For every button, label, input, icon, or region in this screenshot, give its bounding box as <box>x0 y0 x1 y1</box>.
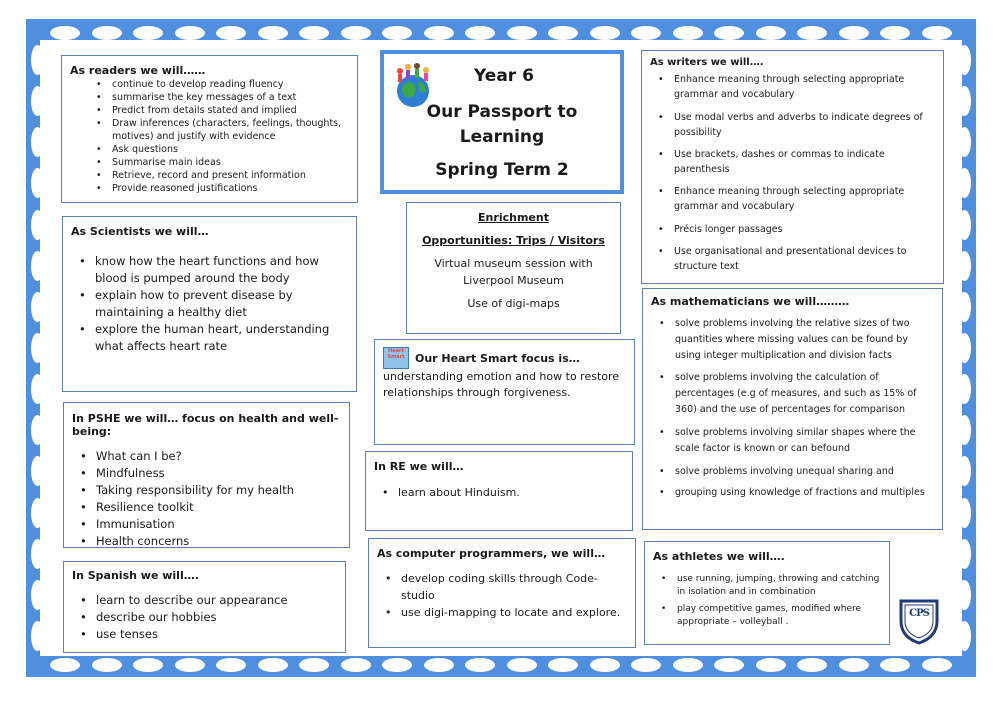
list-item: • Provide reasoned justifications <box>88 182 349 195</box>
maths-title: As mathematicians we will……… <box>651 295 850 308</box>
list-item: • solve problems involving the relative sizes of two quantities where missing values can be found by using integer multiplication and division facts <box>651 316 934 364</box>
maths-panel <box>642 288 943 530</box>
athletes-title: As athletes we will…. <box>653 550 785 563</box>
heart-smart-text: understanding emotion and how to restore relationships through forgiveness. <box>383 370 620 399</box>
list-item: • Health concerns <box>72 533 341 550</box>
term-label: Spring Term 2 <box>435 160 569 180</box>
heart-smart-panel <box>374 339 635 445</box>
scientists-title: As Scientists we will… <box>71 225 209 238</box>
maths-list <box>651 316 934 501</box>
list-item: • learn to describe our appearance <box>72 592 337 609</box>
heart-smart-logo-icon: Heart Smart <box>383 347 409 369</box>
scientists-panel <box>62 216 357 392</box>
list-item: • Taking responsibility for my health <box>72 482 341 499</box>
writers-list <box>650 72 935 274</box>
spanish-title: In Spanish we will…. <box>72 569 199 582</box>
list-item: • Use modal verbs and adverbs to indicate degrees of possibility <box>650 110 935 140</box>
computing-list <box>377 570 627 621</box>
list-item: • Use organisational and presentational devices to structure text <box>650 244 935 274</box>
writers-title: As writers we will…. <box>650 57 764 68</box>
list-item: • use digi-mapping to locate and explore. <box>377 604 627 621</box>
pshe-list <box>72 448 341 550</box>
computing-panel <box>368 538 636 648</box>
readers-list <box>88 78 349 195</box>
list-item: • Use brackets, dashes or commas to indicate parenthesis <box>650 147 935 177</box>
list-item: • Draw inferences (characters, feelings, thoughts, motives) and justify with evidence <box>88 117 349 143</box>
list-item: • describe our hobbies <box>72 609 337 626</box>
list-item: • use tenses <box>72 626 337 643</box>
list-item: • solve problems involving unequal sharing and <box>651 464 934 480</box>
list-item: • continue to develop reading fluency <box>88 78 349 91</box>
list-item: • grouping using knowledge of fractions and multiples <box>651 485 934 501</box>
list-item: • develop coding skills through Code-studio <box>377 570 627 604</box>
list-item: • learn about Hinduism. <box>374 485 624 501</box>
list-item: • Retrieve, record and present information <box>88 169 349 182</box>
heart-smart-title: Our Heart Smart focus is… <box>415 352 580 365</box>
readers-title: As readers we will…… <box>70 64 206 77</box>
list-item: • Mindfulness <box>72 465 341 482</box>
pshe-title: In PSHE we will… focus on health and well-being: <box>72 412 339 438</box>
school-crest-icon <box>898 597 940 645</box>
passport-line-2: Learning <box>459 127 545 147</box>
heart-smart-header <box>383 347 626 369</box>
list-item: • Précis longer passages <box>650 222 935 237</box>
crest-letters: CPS <box>909 608 929 619</box>
computing-title: As computer programmers, we will… <box>377 547 605 560</box>
list-item: • use running, jumping, throwing and catching in isolation and in combination <box>653 573 881 599</box>
passport-title-panel <box>380 50 624 194</box>
passport-heading <box>384 100 620 150</box>
writers-panel <box>641 50 944 284</box>
frame-dots-bottom <box>50 658 952 672</box>
list-item: • Immunisation <box>72 516 341 533</box>
passport-line-1: Our Passport to <box>426 102 578 122</box>
list-item: • Resilience toolkit <box>72 499 341 516</box>
list-item: • solve problems involving the calculation of percentages (e.g of measures, and such as 15% of 360) and the use of percentages for comparison <box>651 370 934 418</box>
list-item: • Predict from details stated and implied <box>88 104 349 117</box>
enrichment-line-2: Use of digi-maps <box>467 297 560 310</box>
list-item: • play competitive games, modified where appropriate – volleyball . <box>653 603 881 629</box>
list-item: • Ask questions <box>88 143 349 156</box>
list-item: • solve problems involving similar shapes where the scale factor is known or can befound <box>651 425 934 457</box>
enrichment-subheading: Opportunities: Trips / Visitors <box>422 234 605 247</box>
list-item: • Enhance meaning through selecting appropriate grammar and vocabulary <box>650 184 935 214</box>
re-list <box>374 485 624 501</box>
spanish-list <box>72 592 337 643</box>
list-item: • What can I be? <box>72 448 341 465</box>
readers-panel <box>61 55 358 203</box>
enrichment-panel <box>406 202 621 334</box>
athletes-list <box>653 573 881 629</box>
scientists-list <box>71 253 348 355</box>
spanish-panel <box>63 561 346 653</box>
list-item: • explain how to prevent disease by maintaining a healthy diet <box>71 287 348 321</box>
enrichment-heading: Enrichment <box>478 211 549 224</box>
list-item: • know how the heart functions and how blood is pumped around the body <box>71 253 348 287</box>
enrichment-line-1: Virtual museum session with Liverpool Museum <box>434 257 593 287</box>
pshe-panel <box>63 402 350 548</box>
year-label: Year 6 <box>474 66 534 86</box>
re-title: In RE we will… <box>374 460 464 473</box>
list-item: • explore the human heart, understanding what affects heart rate <box>71 321 348 355</box>
re-panel <box>365 451 633 531</box>
athletes-panel <box>644 541 890 645</box>
list-item: • summarise the key messages of a text <box>88 91 349 104</box>
list-item: • Enhance meaning through selecting appropriate grammar and vocabulary <box>650 72 935 102</box>
list-item: • Summarise main ideas <box>88 156 349 169</box>
frame-dots-top <box>50 26 952 40</box>
